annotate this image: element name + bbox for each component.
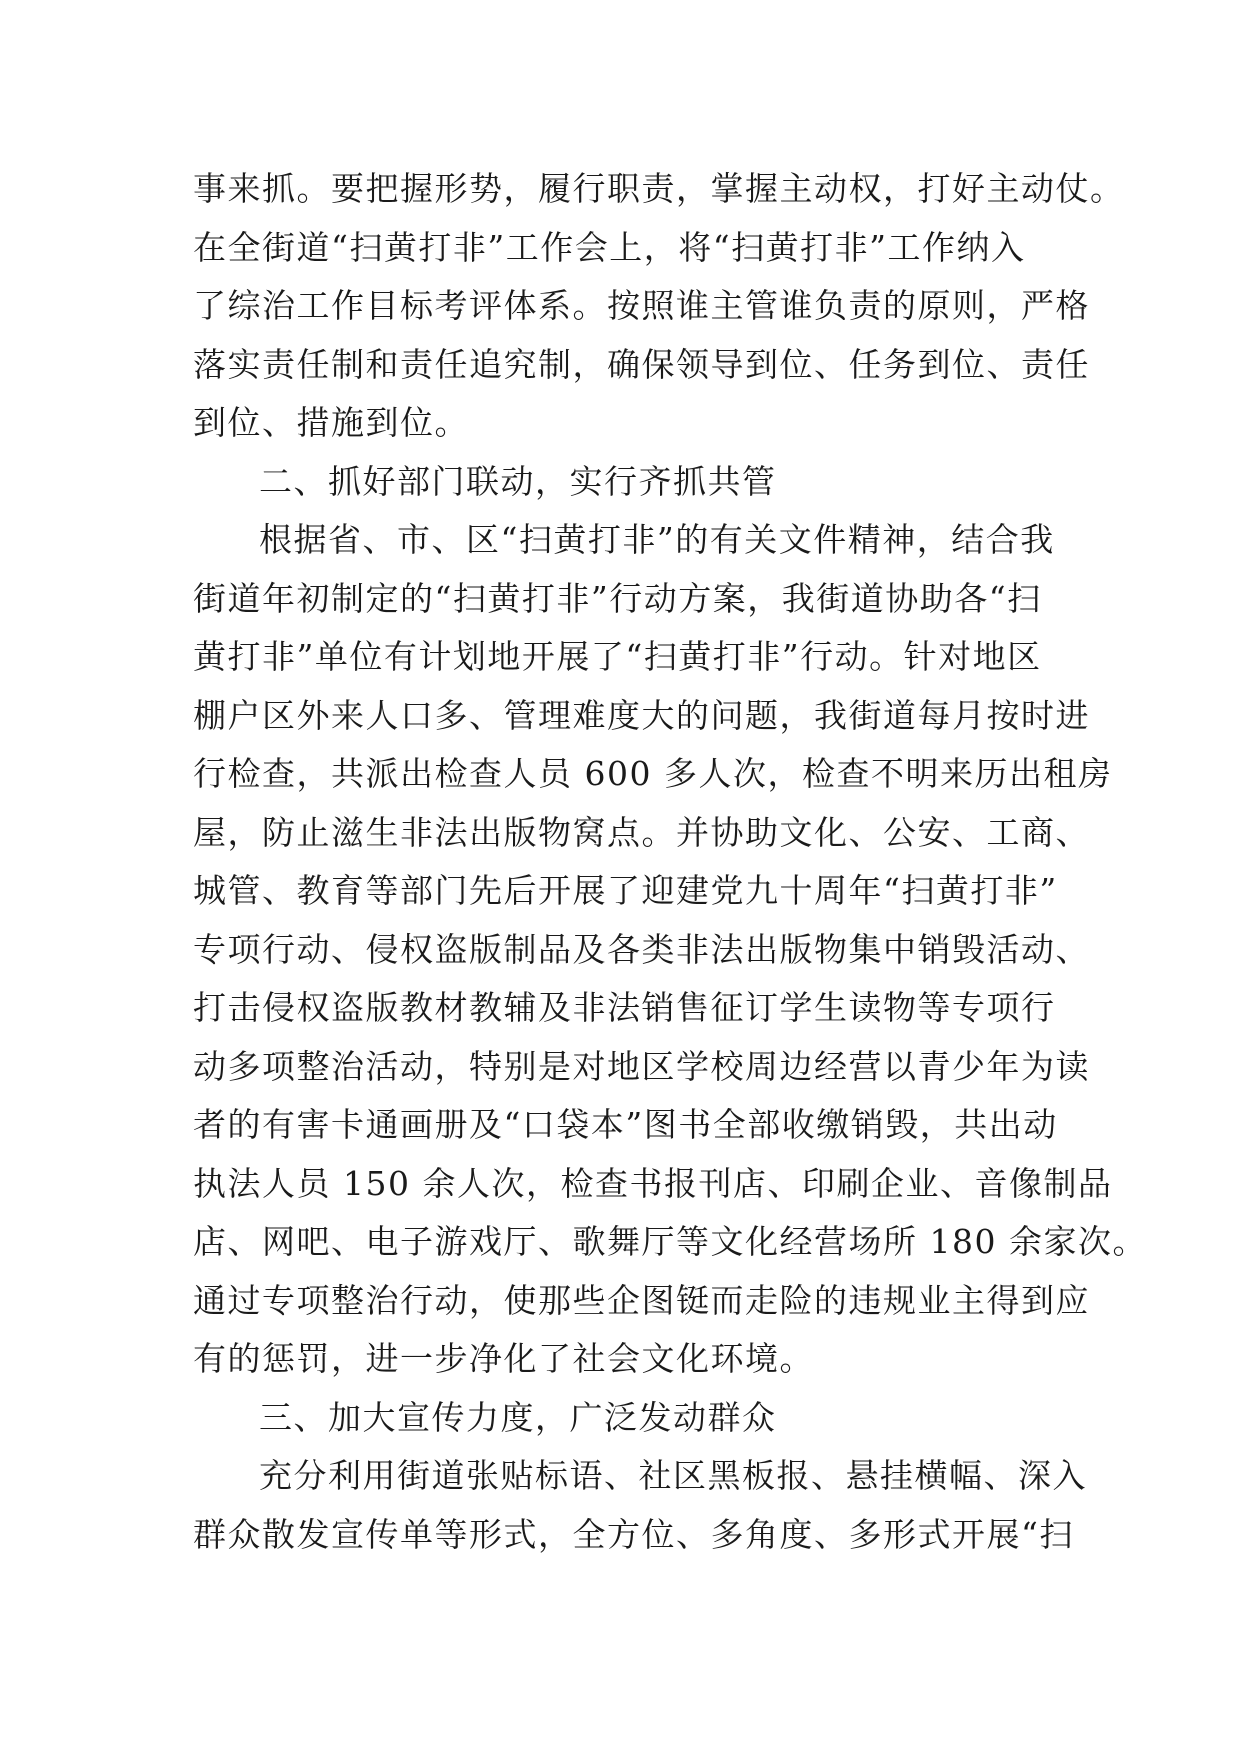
text-line: 了综治工作目标考评体系。按照谁主管谁负责的原则，严格 [193,286,1090,325]
text-line: 店、网吧、电子游戏厅、歌舞厅等文化经营场所 180 余家次。 [193,1222,1147,1261]
text-line: 有的惩罚，进一步净化了社会文化环境。 [193,1339,814,1378]
text-line: 到位、措施到位。 [193,403,469,442]
text-line: 专项行动、侵权盗版制品及各类非法出版物集中销毁活动、 [193,929,1090,969]
document-body [193,160,1147,1564]
text-line: 城管、教育等部门先后开展了迎建党九十周年“扫黄打非” [193,871,1058,910]
text-line: 行检查，共派出检查人员 600 多人次，检查不明来历出租房 [193,754,1113,793]
text-line: 街道年初制定的“扫黄打非”行动方案，我街道协助各“扫 [193,578,1042,618]
section-heading-3: 三、加大宣传力度，广泛发动群众 [259,1397,777,1437]
text-line: 黄打非”单位有计划地开展了“扫黄打非”行动。针对地区 [193,637,1042,676]
text-line: 在全街道“扫黄打非”工作会上，将“扫黄打非”工作纳入 [193,227,1026,267]
text-line: 充分利用街道张贴标语、社区黑板报、悬挂横幅、深入 [259,1456,1087,1495]
text-line: 通过专项整治行动，使那些企图铤而走险的违规业主得到应 [193,1280,1090,1320]
text-line: 屋，防止滋生非法出版物窝点。并协助文化、公安、工商、 [193,812,1090,852]
text-line: 落实责任制和责任追究制，确保领导到位、任务到位、责任 [193,344,1090,384]
text-line: 打击侵权盗版教材教辅及非法销售征订学生读物等专项行 [193,988,1056,1027]
text-line: 棚户区外来人口多、管理难度大的问题，我街道每月按时进 [193,695,1090,735]
text-line: 根据省、市、区“扫黄打非”的有关文件精神，结合我 [259,520,1055,559]
section-heading-2: 二、抓好部门联动，实行齐抓共管 [259,461,777,501]
text-line: 动多项整治活动，特别是对地区学校周边经营以青少年为读 [193,1046,1090,1086]
text-line: 者的有害卡通画册及“口袋本”图书全部收缴销毁，共出动 [193,1105,1058,1144]
text-line: 执法人员 150 余人次，检查书报刊店、印刷企业、音像制品 [193,1163,1113,1203]
text-line: 群众散发宣传单等形式，全方位、多角度、多形式开展“扫 [193,1514,1074,1554]
text-line: 事来抓。要把握形势，履行职责，掌握主动权，打好主动仗。 [193,169,1125,208]
